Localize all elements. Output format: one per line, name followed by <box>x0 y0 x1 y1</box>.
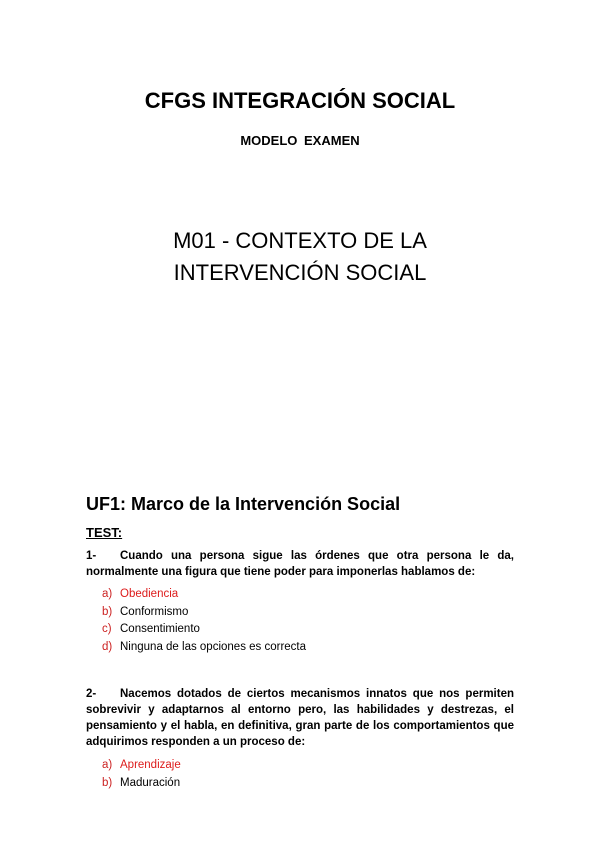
option-b <box>102 775 181 793</box>
question-text: Nacemos dotados de ciertos mecanismos innatos que nos permiten sobrevivir y adaptarnos al entorno pero, las habilidades y destrezas, el pensamiento y el habla, en definitiva, gran parte de los comportamientos que adquirimos responden a un proceso de: <box>86 688 514 748</box>
document-subtitle: MODELO EXAMEN <box>240 133 360 148</box>
option-text: Maduración <box>120 776 181 789</box>
question-text: Cuando una persona sigue las órdenes que otra persona le da, normalmente una figura que tiene poder para imponerlas hablamos de: <box>86 550 514 578</box>
document-title: CFGS INTEGRACIÓN SOCIAL <box>144 88 456 113</box>
question-1 <box>86 548 514 580</box>
unit-title: UF1: Marco de la Intervención Social <box>86 494 401 514</box>
module-title-line-2: INTERVENCIÓN SOCIAL <box>173 260 427 285</box>
question-1-options <box>102 586 306 656</box>
option-b <box>102 604 306 622</box>
option-text: Obediencia <box>120 588 179 600</box>
option-letter: a) <box>102 759 113 771</box>
option-letter: b) <box>102 605 113 618</box>
option-letter: b) <box>102 776 113 789</box>
question-number: 1- <box>86 550 97 562</box>
option-c <box>102 621 306 639</box>
option-letter: c) <box>102 623 112 635</box>
question-number: 2- <box>86 688 97 700</box>
module-title <box>0 225 600 289</box>
test-label: TEST: <box>86 525 123 540</box>
option-a <box>102 586 306 604</box>
module-title-line-1: M01 - CONTEXTO DE LA <box>173 228 427 253</box>
option-text: Conformismo <box>120 605 189 618</box>
option-letter: d) <box>102 640 113 653</box>
question-2-options <box>102 757 181 792</box>
option-text: Ninguna de las opciones es correcta <box>120 640 307 653</box>
option-text: Consentimiento <box>120 623 200 635</box>
option-text: Aprendizaje <box>120 759 181 771</box>
question-2 <box>86 686 514 750</box>
option-letter: a) <box>102 588 113 600</box>
option-a <box>102 757 181 775</box>
option-d <box>102 639 306 657</box>
